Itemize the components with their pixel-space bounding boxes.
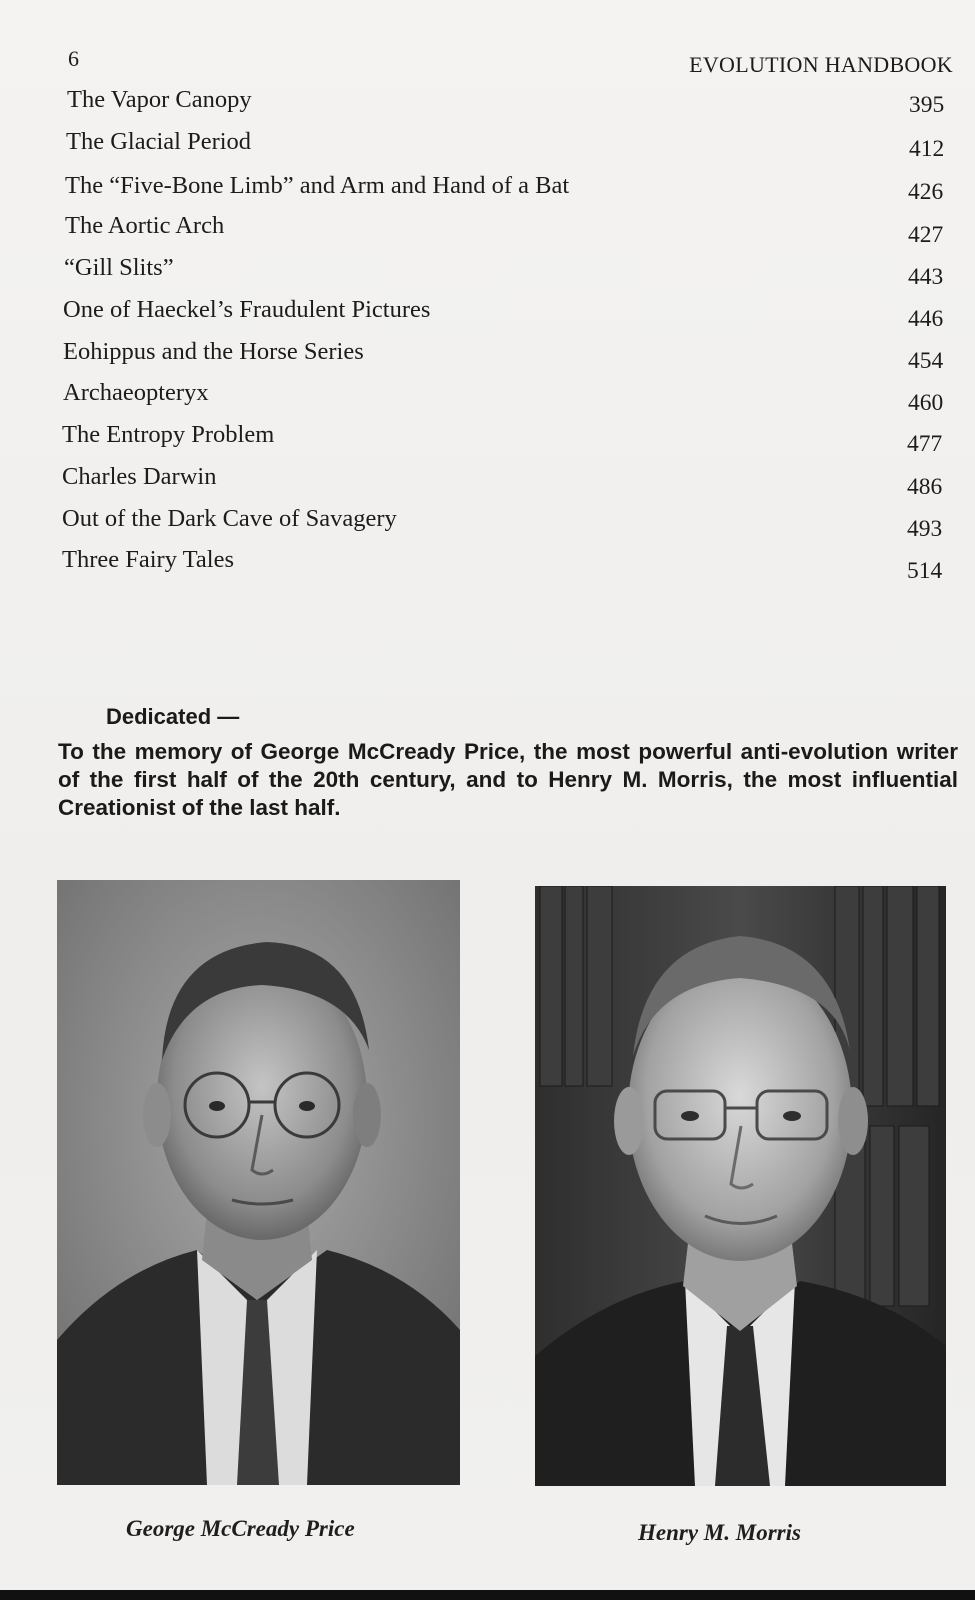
portrait-henry-m-morris <box>535 886 946 1486</box>
toc-title: “Gill Slits” <box>64 254 174 281</box>
toc-page: 395 <box>909 92 945 118</box>
dedication-heading: Dedicated — <box>106 704 240 729</box>
toc-page: 486 <box>907 474 943 500</box>
toc-page: 454 <box>908 348 944 374</box>
toc-title: Three Fairy Tales <box>62 546 234 573</box>
toc-page: 427 <box>908 222 944 248</box>
toc-page: 493 <box>907 516 943 542</box>
toc-title: The Vapor Canopy <box>67 86 252 113</box>
toc-title: One of Haeckel’s Fraudulent Pictures <box>63 296 431 323</box>
running-head: EVOLUTION HANDBOOK <box>689 52 953 77</box>
page-bottom-edge <box>0 1590 975 1600</box>
toc-title: Charles Darwin <box>62 463 217 490</box>
toc-title: The Entropy Problem <box>62 421 275 448</box>
toc-page: 460 <box>908 390 944 416</box>
toc-title: The “Five-Bone Limb” and Arm and Hand of a Bat <box>65 172 570 199</box>
page-number: 6 <box>68 46 79 71</box>
toc-page: 426 <box>908 179 944 205</box>
photo-caption-left: George McCready Price <box>126 1516 355 1541</box>
portrait-george-mccready-price <box>57 880 460 1485</box>
toc-page: 477 <box>907 431 943 457</box>
toc-page: 446 <box>908 306 944 332</box>
toc-title: The Aortic Arch <box>65 212 225 239</box>
toc-page: 412 <box>909 136 945 162</box>
toc-page: 443 <box>908 264 944 290</box>
toc-title: The Glacial Period <box>66 128 252 155</box>
toc-title: Archaeopteryx <box>63 379 209 406</box>
photo-caption-right: Henry M. Morris <box>638 1520 801 1545</box>
toc-page: 514 <box>907 558 943 584</box>
toc-title: Eohippus and the Horse Series <box>63 338 364 365</box>
toc-title: Out of the Dark Cave of Savagery <box>62 505 397 532</box>
dedication-text: To the memory of George McCready Price, the most powerful anti-evolution writer of the first half of the 20th century, and to Henry M. Morris, the most influential Creationist of the last half. <box>58 739 958 820</box>
